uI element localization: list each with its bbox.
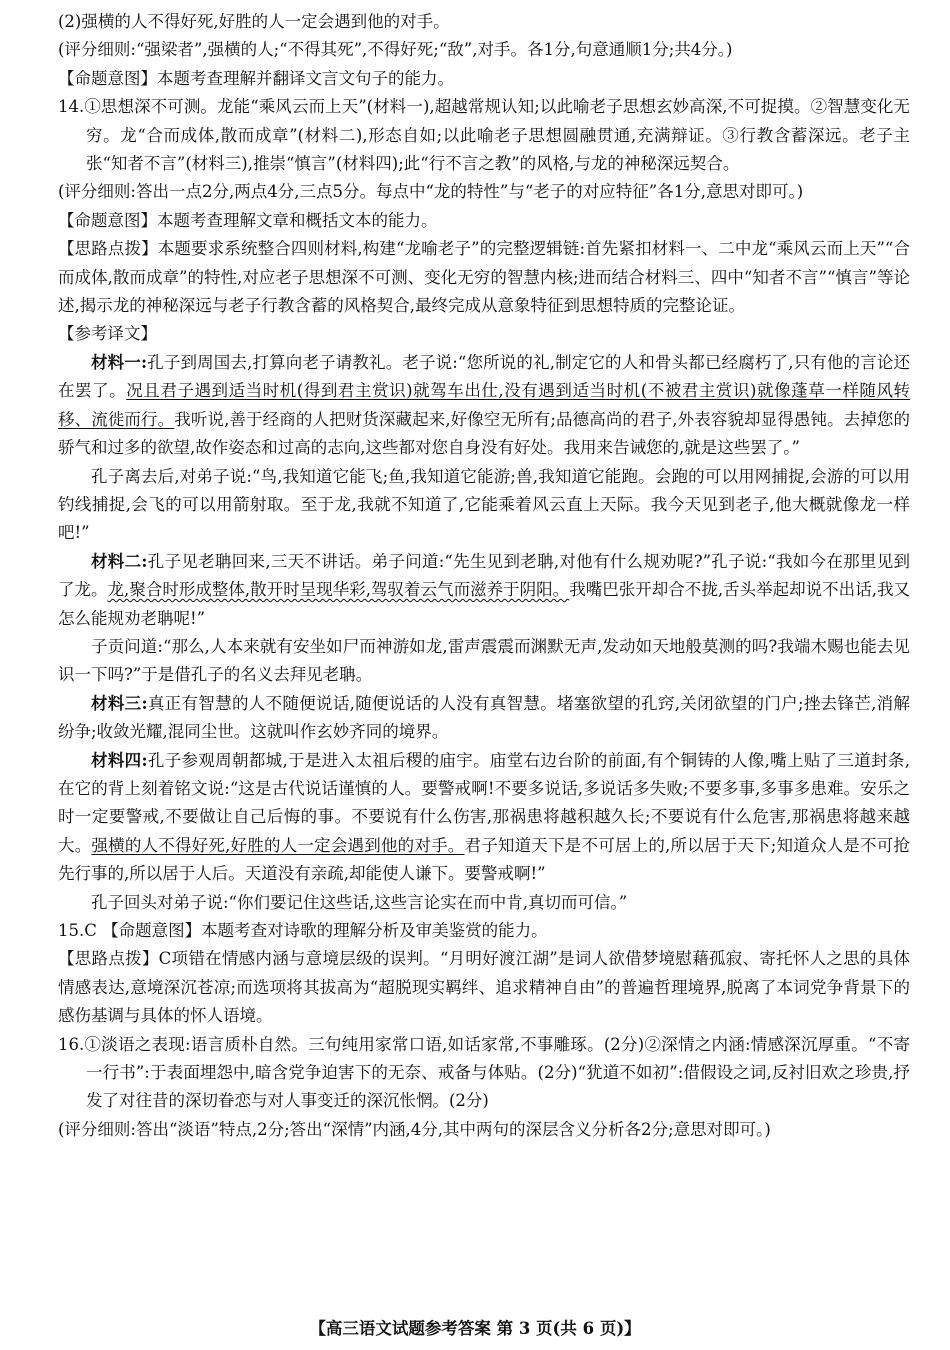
material-3-translation: 材料三:真正有智慧的人不随便说话,随便说话的人没有真智慧。堵塞欲望的孔窍,关闭欲望的门户;挫去锋芒,消解纷争;收敛光耀,混同尘世。这就叫作玄妙齐同的境界。 <box>58 693 911 742</box>
material-2-continuation: 子贡问道:“那么,人本来就有安坐如尸而神游如龙,雷声震震而渊默无声,发动如天地般莫测的吗?我端木赐也能去见识一下吗?”于是借孔子的名义去拜见老聃。 <box>58 636 910 685</box>
material-2-label: 材料二: <box>91 551 148 571</box>
q15-answer: 15.C 【命题意图】本题考查对诗歌的理解分析及审美鉴赏的能力。 <box>58 921 548 940</box>
translation-heading: 【参考译文】 <box>58 324 157 344</box>
material-1-translation: 材料一:孔子到周国去,打算向老子请教礼。老子说:“您所说的礼,制定它的人和骨头都已经腐朽了,只有他的言论还在罢了。况且君子遇到适当时机(得到君主赏识)就驾车出仕,没有遇到适当时机(不被君主赏识)就像蓬草一样随风转移、流徙而行。我听说,善于经商的人把财货深藏起来,好像空无所有;品德高尚的君子,外表容貌却显得愚钝。去掉您的骄气和过多的欲望,故作姿态和过高的志向,这些都对您自身没有好处。我用来告诫您的,就是这些罢了。” <box>58 352 911 458</box>
q14-answer <box>58 93 910 178</box>
material-4-label: 材料四: <box>91 750 148 770</box>
q16-scoring: (评分细则:答出“淡语”特点,2分;答出“深情”内涵,4分,其中两句的深层含义分析各2分;意思对即可。) <box>58 1119 771 1139</box>
material-4-translation: 材料四:孔子参观周朝都城,于是进入太祖后稷的庙宇。庙堂右边台阶的前面,有个铜铸的人像,嘴上贴了三道封条,在它的背上刻着铭文说:“这是古代说话谨慎的人。要警戒啊!不要多说话,多说话多失败;不要多事,多事多患难。安乐之时一定要警戒,不要做让自己后悔的事。不要说有什么伤害,那祸患将越积越久长;不要说有什么危害,那祸患将越来越大。强横的人不得好死,好胜的人一定会遇到他的对手。君子知道天下是不可居上的,所以居于天下;知道众人是不可抢先行事的,所以居于人后。天道没有亲疏,却能使人谦下。要警戒啊!” <box>58 750 910 884</box>
page-footer: 【高三语文试题参考答案 第 3 页(共 6 页)】 <box>309 1319 641 1338</box>
q15-number: 15. <box>58 921 85 940</box>
q16-number: 16. <box>58 1034 85 1054</box>
material-4-continuation: 孔子回头对弟子说:“你们要记住这些话,这些言论实在而中肯,真切而可信。” <box>91 892 628 912</box>
q14-number: 14. <box>58 97 85 117</box>
underlined-sentence-1: 况且君子遇到适当时机(得到君主赏识)就驾车出仕,没有遇到适当时机(不被君主赏识)就像蓬草一样随风转移、流徙而行。 <box>58 381 910 429</box>
material-3-label: 材料三: <box>91 693 148 713</box>
material-2-translation: 材料二:孔子见老聃回来,三天不讲话。弟子问道:“先生见到老聃,对他有什么规劝呢?”孔子说:“我如今在那里见到了龙。龙,聚合时形成整体,散开时呈现华彩,驾驭着云气而滋养于阴阳。我嘴巴张开却合不拢,舌头举起却说不出话,我又怎么能规劝老聃呢!” <box>58 551 911 628</box>
q13-intent: 【命题意图】本题考查理解并翻译文言文句子的能力。 <box>58 68 454 88</box>
q14-intent: 【命题意图】本题考查理解文章和概括文本的能力。 <box>58 210 438 230</box>
q14-answer-text: ①思想深不可测。龙能“乘风云而上天”(材料一),超越常规认知;以此喻老子思想玄妙高深,不可捉摸。②智慧变化无穷。龙“合而成体,散而成章”(材料二),形态自如;以此喻老子思想圆融贯通,充满辩证。③行教含蓄深远。老子主张“知者不言”(材料三),推崇“慎言”(材料四);此“行不言之教”的风格,与龙的神秘深远契合。 <box>84 97 910 174</box>
q13-answer-2: (2)强横的人不得好死,好胜的人一定会遇到他的对手。 <box>58 12 450 31</box>
material-1-label: 材料一: <box>91 352 148 372</box>
q14-hint: 【思路点拨】本题要求系统整合四则材料,构建“龙喻老子”的完整逻辑链:首先紧扣材料一、二中龙“乘风云而上天”“合而成体,散而成章”的特性,对应老子思想深不可测、变化无穷的智慧内核;进而结合材料三、四中“知者不言”“慎言”等论述,揭示龙的神秘深远与老子行教含蓄的风格契合,最终完成从意象特征到思想特质的完整论证。 <box>58 239 910 316</box>
wavy-underlined-sentence: 龙,聚合时形成整体,散开时呈现华彩,驾驭着云气而滋养于阴阳。 <box>107 580 570 600</box>
underlined-sentence-4: 强横的人不得好死,好胜的人一定会遇到他的对手。 <box>91 835 465 855</box>
q15-hint: 【思路点拨】C项错在情感内涵与意境层级的误判。“月明好渡江湖”是词人欲借梦境慰藉孤寂、寄托怀人之思的具体情感表达,意境深沉苍凉;而选项将其拔高为“超脱现实羁绊、追求精神自由”的普遍哲理境界,脱离了本词党争背景下的感伤基调与具体的怀人语境。 <box>58 949 910 1026</box>
q16-answer: 16.①淡语之表现:语言质朴自然。三句纯用家常口语,如话家常,不事雕琢。(2分)②深情之内涵:情感深沉厚重。“不寄一行书”:于表面埋怨中,暗含党争迫害下的无奈、戒备与体贴。(2分)“犹道不如初”:借假设之词,反衬旧欢之珍贵,抒发了对往昔的深切眷恋与对人事变迁的深沉怅惘。(2分) <box>58 1034 910 1111</box>
q13-scoring: (评分细则:“强梁者”,强横的人;“不得其死”,不得好死;“敌”,对手。各1分,句意通顺1分;共4分。) <box>58 40 733 60</box>
q14-scoring: (评分细则:答出一点2分,两点4分,三点5分。每点中“龙的特性”与“老子的对应特征”各1分,意思对即可。) <box>58 182 804 202</box>
material-1-continuation: 孔子离去后,对弟子说:“鸟,我知道它能飞;鱼,我知道它能游;兽,我知道它能跑。会跑的可以用网捕捉,会游的可以用钓线捕捉,会飞的可以用箭射取。至于龙,我就不知道了,它能乘着风云直上天际。我今天见到老子,他大概就像龙一样吧!” <box>58 466 910 543</box>
